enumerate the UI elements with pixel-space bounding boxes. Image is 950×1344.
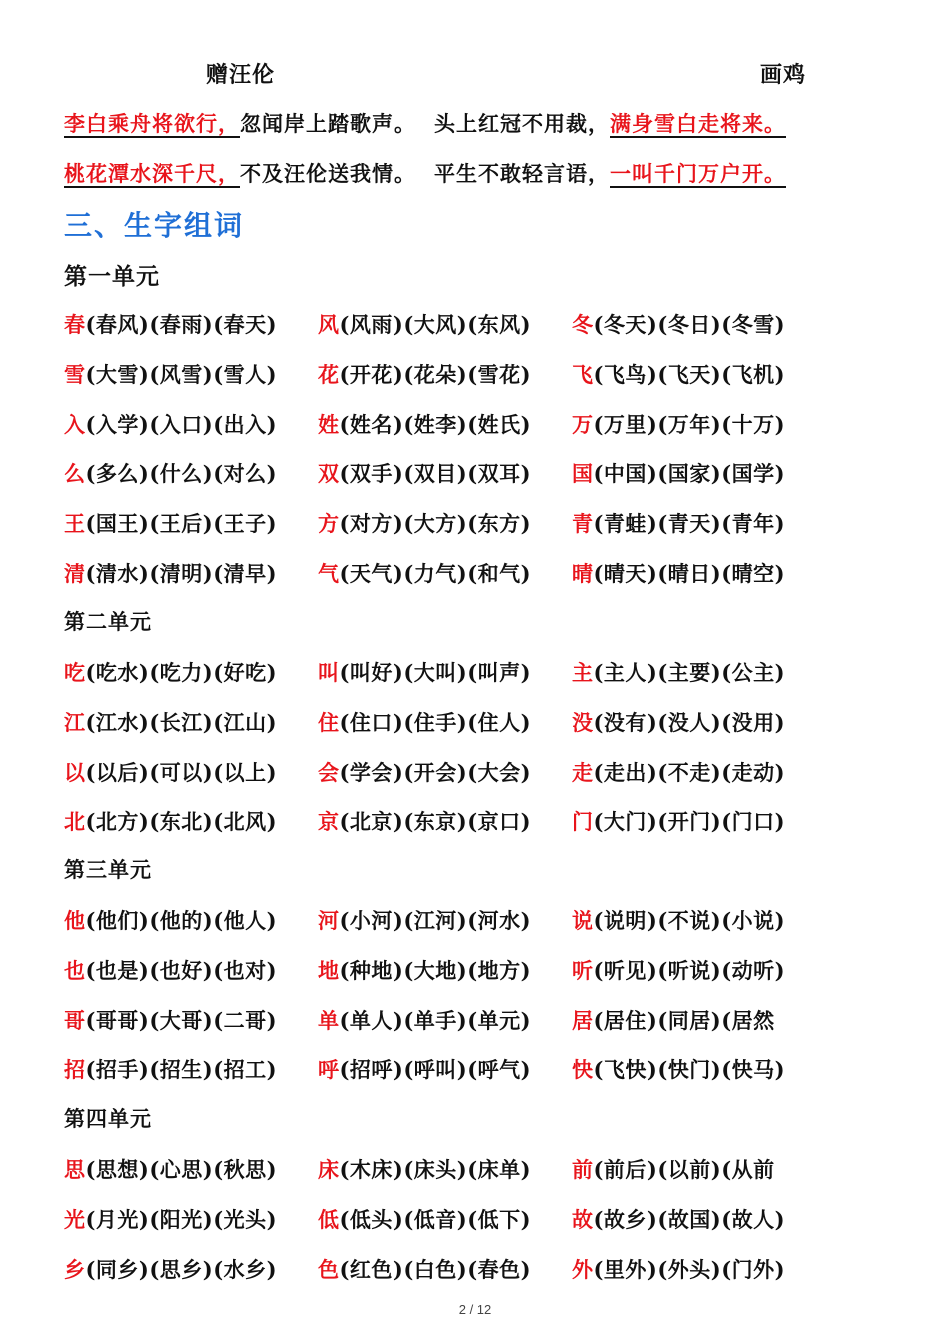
word-group-entry bbox=[572, 458, 785, 488]
word-examples: (木床)(床头)(床单) bbox=[339, 1157, 532, 1182]
word-group-entry bbox=[64, 508, 277, 538]
word-group-row bbox=[64, 359, 894, 399]
word-group-entry bbox=[318, 1154, 531, 1184]
word-examples: (万里)(万年)(十万) bbox=[593, 411, 786, 437]
word-examples: (走出)(不走)(走动) bbox=[593, 759, 786, 785]
word-group-entry bbox=[572, 757, 785, 787]
word-examples: (北京)(东京)(京口) bbox=[339, 809, 532, 835]
character: 吃 bbox=[64, 660, 86, 685]
word-group-entry bbox=[572, 707, 785, 737]
character: 会 bbox=[318, 759, 340, 785]
character: 光 bbox=[64, 1206, 86, 1232]
character: 入 bbox=[64, 411, 86, 437]
character: 听 bbox=[572, 957, 594, 983]
word-examples: (红色)(白色)(春色) bbox=[339, 1256, 532, 1282]
word-group-row bbox=[64, 1054, 894, 1094]
word-group-entry bbox=[64, 1254, 277, 1284]
character: 走 bbox=[572, 759, 594, 785]
word-examples: (春风)(春雨)(春天) bbox=[85, 312, 278, 337]
character: 么 bbox=[64, 461, 86, 487]
word-examples: (月光)(阳光)(光头) bbox=[85, 1206, 278, 1232]
word-group-entry bbox=[572, 657, 785, 687]
word-group-entry bbox=[318, 1204, 531, 1234]
character: 方 bbox=[318, 511, 340, 537]
character: 主 bbox=[572, 660, 594, 685]
word-examples: (同乡)(思乡)(水乡) bbox=[85, 1256, 278, 1282]
character: 也 bbox=[64, 957, 86, 983]
word-group-entry bbox=[64, 955, 277, 985]
poem-line-2 bbox=[64, 158, 888, 188]
character: 雪 bbox=[64, 361, 86, 387]
word-examples: (听见)(听说)(动听) bbox=[593, 957, 786, 983]
character: 飞 bbox=[572, 361, 594, 387]
character: 王 bbox=[64, 511, 86, 537]
character: 地 bbox=[318, 957, 340, 983]
word-group-entry bbox=[318, 955, 531, 985]
word-examples: (招呼)(呼叫)(呼气) bbox=[339, 1057, 532, 1083]
character: 呼 bbox=[318, 1057, 340, 1083]
character: 京 bbox=[318, 809, 340, 835]
poem-line-2-left-black: 不及汪伦送我情。 bbox=[240, 161, 416, 186]
word-examples: (双手)(双目)(双耳) bbox=[339, 461, 532, 487]
word-examples: (主人)(主要)(公主) bbox=[593, 660, 786, 685]
word-group-entry bbox=[318, 757, 531, 787]
word-group-entry bbox=[318, 1254, 531, 1284]
character: 青 bbox=[572, 511, 594, 537]
poem-line-1-left-red: 李白乘舟将欲行， bbox=[64, 111, 240, 136]
word-examples: (入学)(入口)(出入) bbox=[85, 411, 278, 437]
word-group-entry bbox=[572, 309, 785, 339]
character: 哥 bbox=[64, 1007, 86, 1033]
character: 花 bbox=[318, 361, 340, 387]
word-group-entry bbox=[572, 558, 785, 588]
word-examples: (也是)(也好)(也对) bbox=[85, 957, 278, 983]
word-group-entry bbox=[572, 1054, 785, 1084]
character: 清 bbox=[64, 561, 86, 586]
poem-line-2-right-black: 平生不敢轻言语， bbox=[434, 161, 610, 186]
word-group-entry bbox=[64, 558, 277, 588]
word-examples: (以后)(可以)(以上) bbox=[85, 759, 278, 785]
character: 前 bbox=[572, 1157, 594, 1182]
character: 思 bbox=[64, 1157, 86, 1182]
word-group-entry bbox=[64, 1005, 277, 1035]
word-examples: (他们)(他的)(他人) bbox=[85, 908, 278, 933]
character: 春 bbox=[64, 312, 86, 337]
word-examples: (北方)(东北)(北风) bbox=[85, 809, 278, 835]
character: 说 bbox=[572, 908, 594, 933]
character: 招 bbox=[64, 1057, 86, 1083]
word-examples: (国王)(王后)(王子) bbox=[85, 511, 278, 537]
word-group-entry bbox=[64, 309, 277, 339]
poem-line-1-right-red: 满身雪白走将来。 bbox=[610, 111, 786, 136]
word-group-entry bbox=[64, 657, 277, 687]
word-group-entry bbox=[572, 359, 785, 389]
poem-line-1-right-black: 头上红冠不用裁， bbox=[434, 111, 610, 136]
word-group-row bbox=[64, 508, 894, 548]
word-group-entry bbox=[64, 458, 277, 488]
word-group-entry bbox=[318, 1054, 531, 1084]
word-group-entry bbox=[64, 1154, 277, 1184]
word-group-row bbox=[64, 1005, 894, 1045]
word-examples: (里外)(外头)(门外) bbox=[593, 1256, 786, 1282]
word-group-entry bbox=[572, 806, 785, 836]
character: 河 bbox=[318, 908, 340, 933]
word-examples: (风雨)(大风)(东风) bbox=[339, 312, 532, 337]
word-group-entry bbox=[572, 955, 785, 985]
word-group-entry bbox=[318, 309, 531, 339]
word-examples: (学会)(开会)(大会) bbox=[339, 759, 532, 785]
word-examples: (飞快)(快门)(快马) bbox=[593, 1057, 786, 1083]
word-examples: (冬天)(冬日)(冬雪) bbox=[593, 312, 786, 337]
character: 床 bbox=[318, 1157, 340, 1182]
poem-line-1 bbox=[64, 108, 888, 138]
word-group-row bbox=[64, 657, 894, 697]
word-examples: (天气)(力气)(和气) bbox=[339, 561, 532, 586]
word-group-entry bbox=[318, 409, 531, 439]
word-examples: (种地)(大地)(地方) bbox=[339, 957, 532, 983]
word-examples: (小河)(江河)(河水) bbox=[339, 908, 532, 933]
word-group-row bbox=[64, 707, 894, 747]
poem-title-hua-ji: 画鸡 bbox=[760, 62, 807, 88]
poem-line-2-right-red: 一叫千门万户开。 bbox=[610, 161, 786, 186]
word-group-row bbox=[64, 757, 894, 797]
character: 外 bbox=[572, 1256, 594, 1282]
word-examples: (青蛙)(青天)(青年) bbox=[593, 511, 786, 537]
word-examples: (住口)(住手)(住人) bbox=[339, 709, 532, 735]
character: 北 bbox=[64, 809, 86, 835]
word-examples: (开花)(花朵)(雪花) bbox=[339, 361, 532, 387]
word-examples: (吃水)(吃力)(好吃) bbox=[85, 660, 278, 685]
page-number: 2 / 12 bbox=[458, 1302, 492, 1317]
word-examples: (叫好)(大叫)(叫声) bbox=[339, 660, 532, 685]
character: 以 bbox=[64, 759, 86, 785]
character: 江 bbox=[64, 709, 86, 735]
unit-heading: 第二单元 bbox=[64, 609, 152, 634]
word-examples: (大雪)(风雪)(雪人) bbox=[85, 361, 278, 387]
word-examples: (江水)(长江)(江山) bbox=[85, 709, 278, 735]
character: 居 bbox=[572, 1007, 594, 1033]
word-examples: (说明)(不说)(小说) bbox=[593, 908, 786, 933]
word-group-entry bbox=[572, 1154, 775, 1184]
word-group-entry bbox=[64, 1204, 277, 1234]
character: 没 bbox=[572, 709, 594, 735]
word-examples: (故乡)(故国)(故人) bbox=[593, 1206, 786, 1232]
poem-line-1-left-black: 忽闻岸上踏歌声。 bbox=[240, 111, 416, 136]
word-group-entry bbox=[64, 905, 277, 935]
word-group-row bbox=[64, 1154, 894, 1194]
character: 冬 bbox=[572, 312, 594, 337]
word-examples: (哥哥)(大哥)(二哥) bbox=[85, 1007, 278, 1033]
word-group-row bbox=[64, 458, 894, 498]
word-group-entry bbox=[572, 1005, 775, 1035]
word-group-row bbox=[64, 1204, 894, 1244]
word-examples: (多么)(什么)(对么) bbox=[85, 461, 278, 487]
character: 低 bbox=[318, 1206, 340, 1232]
unit-heading: 第四单元 bbox=[64, 1106, 152, 1131]
word-group-entry bbox=[318, 359, 531, 389]
word-examples: (大门)(开门)(门口) bbox=[593, 809, 786, 835]
word-group-entry bbox=[64, 806, 277, 836]
character: 故 bbox=[572, 1206, 594, 1232]
word-group-entry bbox=[318, 558, 531, 588]
word-group-entry bbox=[572, 409, 785, 439]
character: 风 bbox=[318, 312, 340, 337]
word-examples: (对方)(大方)(东方) bbox=[339, 511, 532, 537]
word-group-entry bbox=[318, 806, 531, 836]
character: 快 bbox=[572, 1057, 594, 1083]
word-group-entry bbox=[572, 1254, 785, 1284]
section-title: 三、生字组词 bbox=[64, 209, 245, 242]
word-examples: (没有)(没人)(没用) bbox=[593, 709, 786, 735]
poem-title-zeng-wang-lun: 赠汪伦 bbox=[206, 62, 276, 88]
unit-heading: 第一单元 bbox=[64, 263, 160, 290]
word-group-entry bbox=[318, 508, 531, 538]
word-examples: (清水)(清明)(清早) bbox=[85, 561, 278, 586]
word-examples: (单人)(单手)(单元) bbox=[339, 1007, 532, 1033]
word-group-entry bbox=[318, 657, 531, 687]
poem-line-2-left-red: 桃花潭水深千尺， bbox=[64, 161, 240, 186]
word-group-row bbox=[64, 955, 894, 995]
word-examples: (前后)(以前)(从前 bbox=[593, 1157, 775, 1182]
character: 乡 bbox=[64, 1256, 86, 1282]
character: 住 bbox=[318, 709, 340, 735]
word-examples: (飞鸟)(飞天)(飞机) bbox=[593, 361, 786, 387]
unit-heading: 第三单元 bbox=[64, 857, 152, 882]
character: 姓 bbox=[318, 411, 340, 437]
character: 国 bbox=[572, 461, 594, 487]
character: 单 bbox=[318, 1007, 340, 1033]
character: 色 bbox=[318, 1256, 340, 1282]
word-group-row bbox=[64, 409, 894, 449]
word-group-entry bbox=[572, 508, 785, 538]
word-group-entry bbox=[318, 707, 531, 737]
word-examples: (思想)(心思)(秋思) bbox=[85, 1157, 278, 1182]
word-examples: (低头)(低音)(低下) bbox=[339, 1206, 532, 1232]
word-group-entry bbox=[572, 1204, 785, 1234]
word-group-entry bbox=[318, 905, 531, 935]
character: 万 bbox=[572, 411, 594, 437]
word-examples: (中国)(国家)(国学) bbox=[593, 461, 786, 487]
word-group-entry bbox=[572, 905, 785, 935]
word-group-row bbox=[64, 1254, 894, 1294]
word-group-entry bbox=[318, 1005, 531, 1035]
word-group-row bbox=[64, 905, 894, 945]
word-group-entry bbox=[318, 458, 531, 488]
word-examples: (招手)(招生)(招工) bbox=[85, 1057, 278, 1083]
character: 门 bbox=[572, 809, 594, 835]
character: 气 bbox=[318, 561, 340, 586]
word-group-row bbox=[64, 806, 894, 846]
word-examples: (晴天)(晴日)(晴空) bbox=[593, 561, 786, 586]
character: 双 bbox=[318, 461, 340, 487]
word-group-entry bbox=[64, 1054, 277, 1084]
word-group-entry bbox=[64, 757, 277, 787]
word-group-entry bbox=[64, 409, 277, 439]
word-group-entry bbox=[64, 707, 277, 737]
character: 他 bbox=[64, 908, 86, 933]
character: 晴 bbox=[572, 561, 594, 586]
word-group-entry bbox=[64, 359, 277, 389]
word-group-row bbox=[64, 558, 894, 598]
word-examples: (居住)(同居)(居然 bbox=[593, 1007, 775, 1033]
word-group-row bbox=[64, 309, 894, 349]
character: 叫 bbox=[318, 660, 340, 685]
word-examples: (姓名)(姓李)(姓氏) bbox=[339, 411, 532, 437]
